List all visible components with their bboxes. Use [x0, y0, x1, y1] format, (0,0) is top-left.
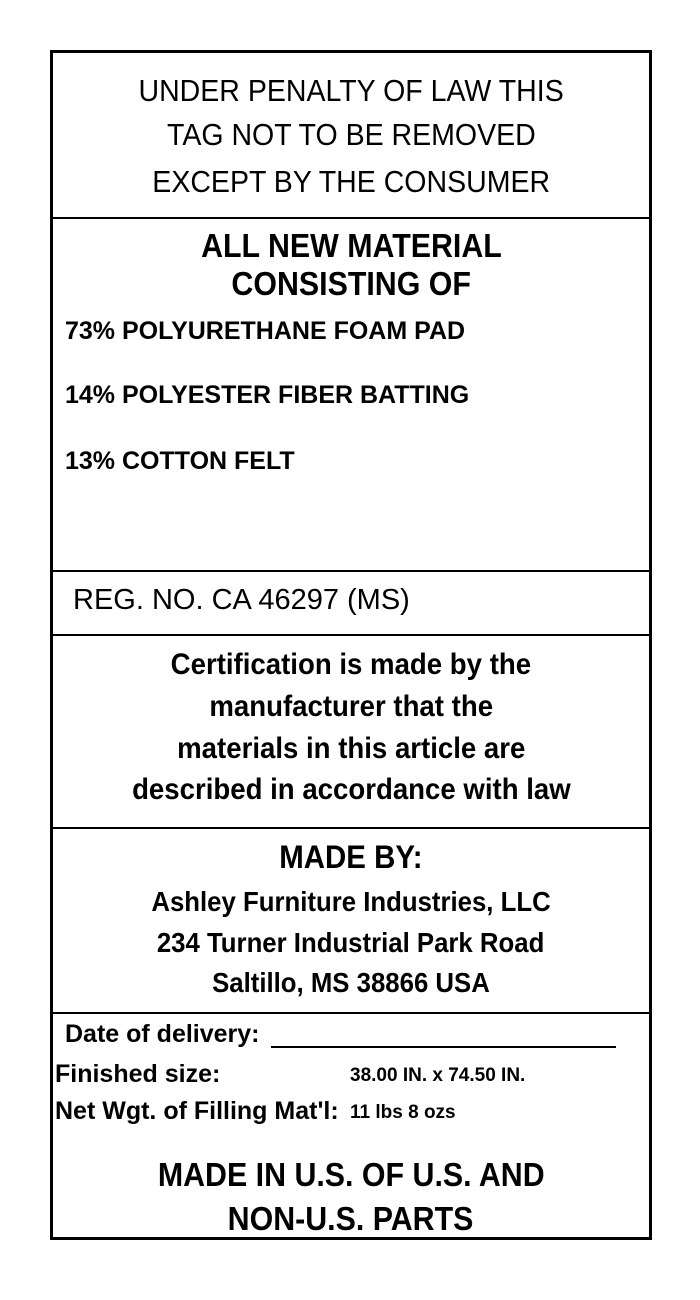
warning-line-1: UNDER PENALTY OF LAW THIS	[138, 73, 564, 108]
registration-section	[53, 572, 649, 636]
warning-section	[53, 53, 649, 219]
made-by-heading: MADE BY:	[279, 839, 423, 875]
filling-weight-value: 11 lbs 8 ozs	[350, 1102, 456, 1123]
manufacturer-city: Saltillo, MS 38866 USA	[212, 967, 490, 998]
origin-line-1: MADE IN U.S. OF U.S. AND	[157, 1156, 545, 1193]
material-item-foam: 73% POLYURETHANE FOAM PAD	[65, 317, 466, 345]
certification-line-4: described in accordance with law	[131, 773, 571, 806]
delivery-date-label: Date of delivery:	[65, 1020, 260, 1048]
filling-weight-label: Net Wgt. of Filling Mat'l:	[55, 1097, 339, 1125]
finished-size-value: 38.00 IN. x 74.50 IN.	[350, 1065, 526, 1086]
material-heading-line-1: ALL NEW MATERIAL	[200, 227, 502, 264]
certification-line-3: materials in this article are	[176, 732, 526, 765]
certification-section	[53, 636, 649, 829]
delivery-date-blank-line	[271, 1046, 616, 1048]
warning-line-2: TAG NOT TO BE REMOVED	[166, 117, 536, 152]
details-section	[53, 1014, 649, 1237]
origin-line-2: NON-U.S. PARTS	[228, 1200, 474, 1237]
certification-line-1: Certification is made by the	[170, 648, 532, 681]
finished-size-label: Finished size:	[55, 1060, 221, 1088]
manufacturer-section	[53, 829, 649, 1014]
material-heading-line-2: CONSISTING OF	[231, 265, 471, 302]
warning-line-3: EXCEPT BY THE CONSUMER	[152, 164, 550, 199]
law-tag	[50, 50, 652, 1240]
material-item-felt: 13% COTTON FELT	[65, 447, 295, 475]
manufacturer-name: Ashley Furniture Industries, LLC	[151, 886, 551, 917]
certification-line-2: manufacturer that the	[209, 690, 493, 723]
manufacturer-street: 234 Turner Industrial Park Road	[157, 927, 545, 958]
material-item-batting: 14% POLYESTER FIBER BATTING	[65, 381, 470, 409]
registration-number: REG. NO. CA 46297 (MS)	[73, 584, 410, 616]
material-section	[53, 219, 649, 572]
